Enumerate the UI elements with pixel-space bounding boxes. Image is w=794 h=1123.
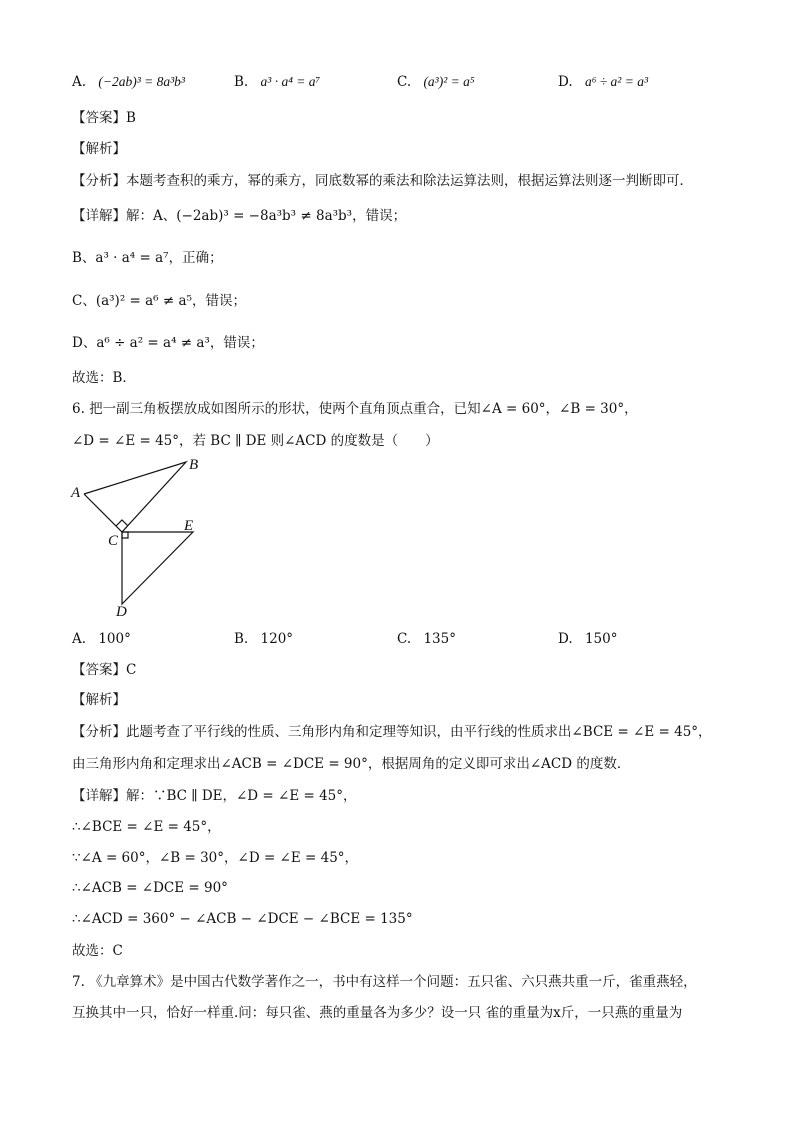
q6-fenxi-line-1 xyxy=(72,722,712,742)
fenxi-tag: 【分析】 xyxy=(72,724,126,740)
q6-choice: 故选：C xyxy=(72,943,123,959)
option-label: D. xyxy=(558,74,573,90)
q6-option-a xyxy=(72,629,131,649)
q6-detail-line-2: ∴∠BCE = ∠E = 45°， xyxy=(72,819,221,835)
q5-option-b xyxy=(234,72,320,92)
triangle-abc xyxy=(84,462,186,532)
q7-stem-line-1: 7. 《九章算术》是中国古代数学著作之一，书中有这样一个问题：五只雀、六只燕共重一斤，雀重燕轻， xyxy=(72,974,697,990)
fenxi-tag: 【分析】 xyxy=(72,173,126,189)
q6-detail-line-5: ∴∠ACD = 360° − ∠ACB − ∠DCE − ∠BCE = 135° xyxy=(72,911,413,927)
option-expr: a⁶ ÷ a² = a³ xyxy=(584,74,648,89)
option-value: 150° xyxy=(584,631,618,647)
q5-detail-a xyxy=(72,206,406,226)
q6-detail-line-3: ∵∠A = 60°，∠B = 30°，∠D = ∠E = 45°， xyxy=(72,850,359,866)
q5-option-a xyxy=(72,72,185,92)
fenxi-text: 本题考查积的乘方，幂的乘方，同底数幂的乘法和除法运算法则，根据运算法则逐一判断即可． xyxy=(126,173,693,189)
label-b: B xyxy=(189,457,199,473)
option-label: A. xyxy=(72,631,87,647)
q5-fenxi xyxy=(72,171,693,191)
label-a: A xyxy=(71,485,81,501)
option-label: C. xyxy=(397,74,412,90)
label-c: C xyxy=(108,533,119,549)
option-value: 100° xyxy=(98,631,131,647)
q5-option-d xyxy=(558,72,648,92)
q5-jiexi: 【解析】 xyxy=(72,141,126,157)
fenxi-text: 此题考查了平行线的性质、三角形内角和定理等知识，由平行线的性质求出∠BCE = ∠E = 45°， xyxy=(126,724,712,740)
q5-answer: 【答案】B xyxy=(72,110,136,126)
q6-answer: 【答案】C xyxy=(72,662,137,678)
q5-detail-c: C、(a³)² = a⁶ ≠ a⁵，错误； xyxy=(72,293,246,309)
detail-text: 解：∵BC ∥ DE，∠D = ∠E = 45°， xyxy=(126,788,357,804)
option-expr: (a³)² = a⁵ xyxy=(423,74,475,89)
q5-choice: 故选：B． xyxy=(72,370,136,386)
option-label: B. xyxy=(234,631,249,647)
detail-tag: 【详解】 xyxy=(72,788,126,804)
q5-detail-b: B、a³ · a⁴ = a⁷，正确； xyxy=(72,250,223,266)
option-value: 120° xyxy=(260,631,294,647)
q6-stem-line-2: ∠D = ∠E = 45°，若 BC ∥ DE 则∠ACD 的度数是（ ） xyxy=(72,433,439,449)
detail-tag: 【详解】 xyxy=(72,208,126,224)
q6-stem-line-1: 6. 把一副三角板摆放成如图所示的形状，使两个直角顶点重合，已知∠A = 60°，∠B = 30°， xyxy=(72,401,638,417)
q7-stem-line-2: 互换其中一只，恰好一样重.问：每只雀、燕的重量各为多少？设一只 雀的重量为x斤，一只燕的重量为 xyxy=(72,1005,683,1021)
option-label: A. xyxy=(72,74,87,90)
option-label: C. xyxy=(397,631,412,647)
option-expr: (−2ab)³ = 8a³b³ xyxy=(98,74,185,89)
option-label: B. xyxy=(234,74,249,90)
option-expr: a³ · a⁴ = a⁷ xyxy=(260,74,321,89)
option-value: 135° xyxy=(423,631,456,647)
detail-text: 解：A、(−2ab)³ = −8a³b³ ≠ 8a³b³，错误； xyxy=(126,208,407,224)
q6-detail-line-1 xyxy=(72,786,357,806)
q6-option-c xyxy=(397,629,456,649)
q6-option-b xyxy=(234,629,293,649)
label-e: E xyxy=(184,518,194,534)
option-label: D. xyxy=(558,631,573,647)
q6-jiexi: 【解析】 xyxy=(72,692,126,708)
q6-detail-line-4: ∴∠ACB = ∠DCE = 90° xyxy=(72,880,228,896)
q5-option-c xyxy=(397,72,475,92)
right-angle-mark-acb xyxy=(116,520,128,526)
triangle-cde xyxy=(122,532,193,604)
q6-option-d xyxy=(558,629,617,649)
q5-detail-d: D、a⁶ ÷ a² = a⁴ ≠ a³，错误； xyxy=(72,335,264,351)
right-angle-mark-dce xyxy=(122,532,128,538)
q6-fenxi-line-2: 由三角形内角和定理求出∠ACB = ∠DCE = 90°，根据周角的定义即可求出∠ACD 的度数． xyxy=(72,756,631,772)
triangle-figure xyxy=(68,452,218,622)
label-d: D xyxy=(116,604,127,620)
